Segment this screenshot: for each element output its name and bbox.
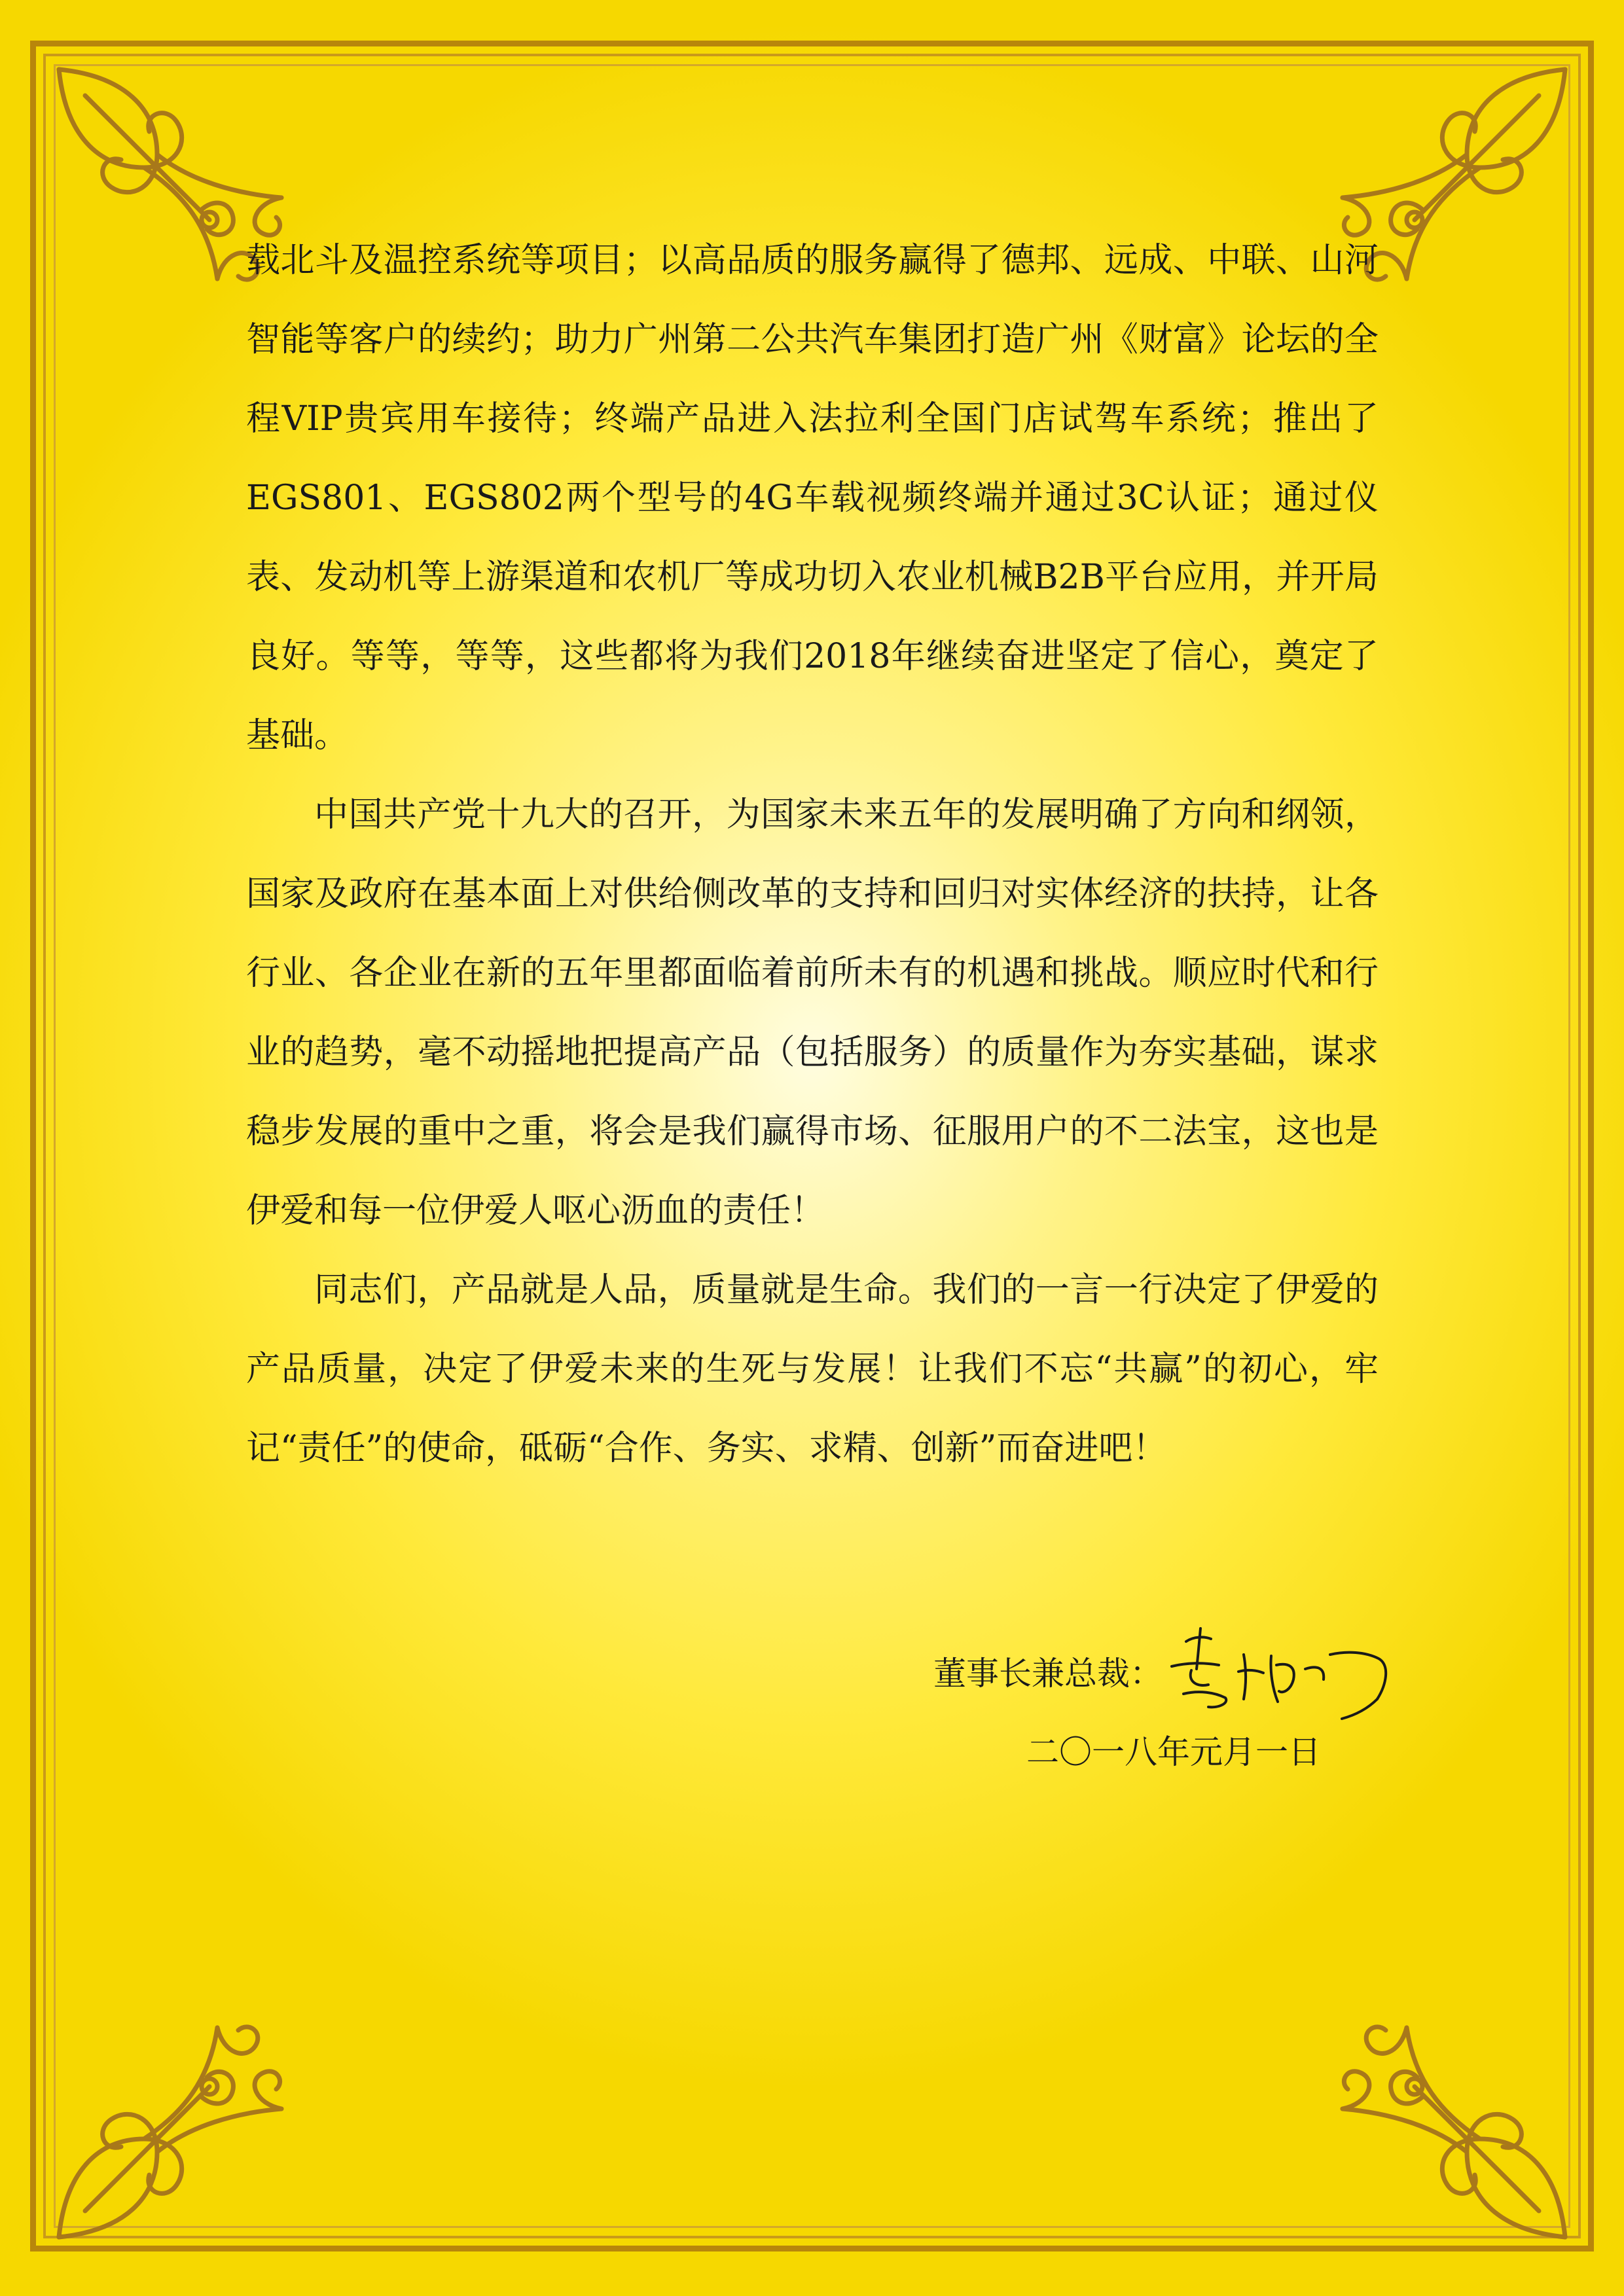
paragraph-closing-call: 同志们，产品就是人品，质量就是生命。我们的一言一行决定了伊爱的产品质量，决定了伊爱未来的生死与发展！让我们不忘“共赢”的初心，牢记“责任”的使命，砥砺“合作、务实、求精、创新”而奋进吧！ bbox=[246, 1270, 1379, 1468]
paragraph-party-congress: 中国共产党十九大的召开，为国家未来五年的发展明确了方向和纲领，国家及政府在基本面上对供给侧改革的支持和回归对实体经济的扶持，让各行业、各企业在新的五年里都面临着前所未有的机遇和挑战。顺应时代和行业的趋势，毫不动摇地把提高产品（包括服务）的质量作为夯实基础，谋求稳步发展的重中之重，将会是我们赢得市场、征服用户的不二法宝，这也是伊爱和每一位伊爱人呕心沥血的责任！ bbox=[246, 795, 1379, 1230]
letter-body bbox=[246, 221, 1379, 1488]
letter-date: 二〇一八年元月一日 bbox=[1026, 1733, 1321, 1771]
corner-flourish-icon bbox=[1303, 1975, 1578, 2250]
paragraph-continued: 载北斗及温控系统等项目；以高品质的服务赢得了德邦、远成、中联、山河智能等客户的续约；助力广州第二公共汽车集团打造广州《财富》论坛的全程VIP贵宾用车接待；终端产品进入法拉利全国门店试驾车系统；推出了EGS801、EGS802两个型号的4G车载视频终端并通过3C认证；通过仪表、发动机等上游渠道和农机厂等成功切入农业机械B2B平台应用，并开局良好。等等，等等，这些都将为我们2018年继续奋进坚定了信心，奠定了基础。 bbox=[246, 241, 1379, 755]
signer-title: 董事长兼总裁： bbox=[933, 1655, 1163, 1693]
corner-flourish-icon bbox=[46, 1975, 321, 2250]
signature-block bbox=[933, 1617, 1431, 1813]
handwritten-signature-icon bbox=[1148, 1617, 1430, 1734]
